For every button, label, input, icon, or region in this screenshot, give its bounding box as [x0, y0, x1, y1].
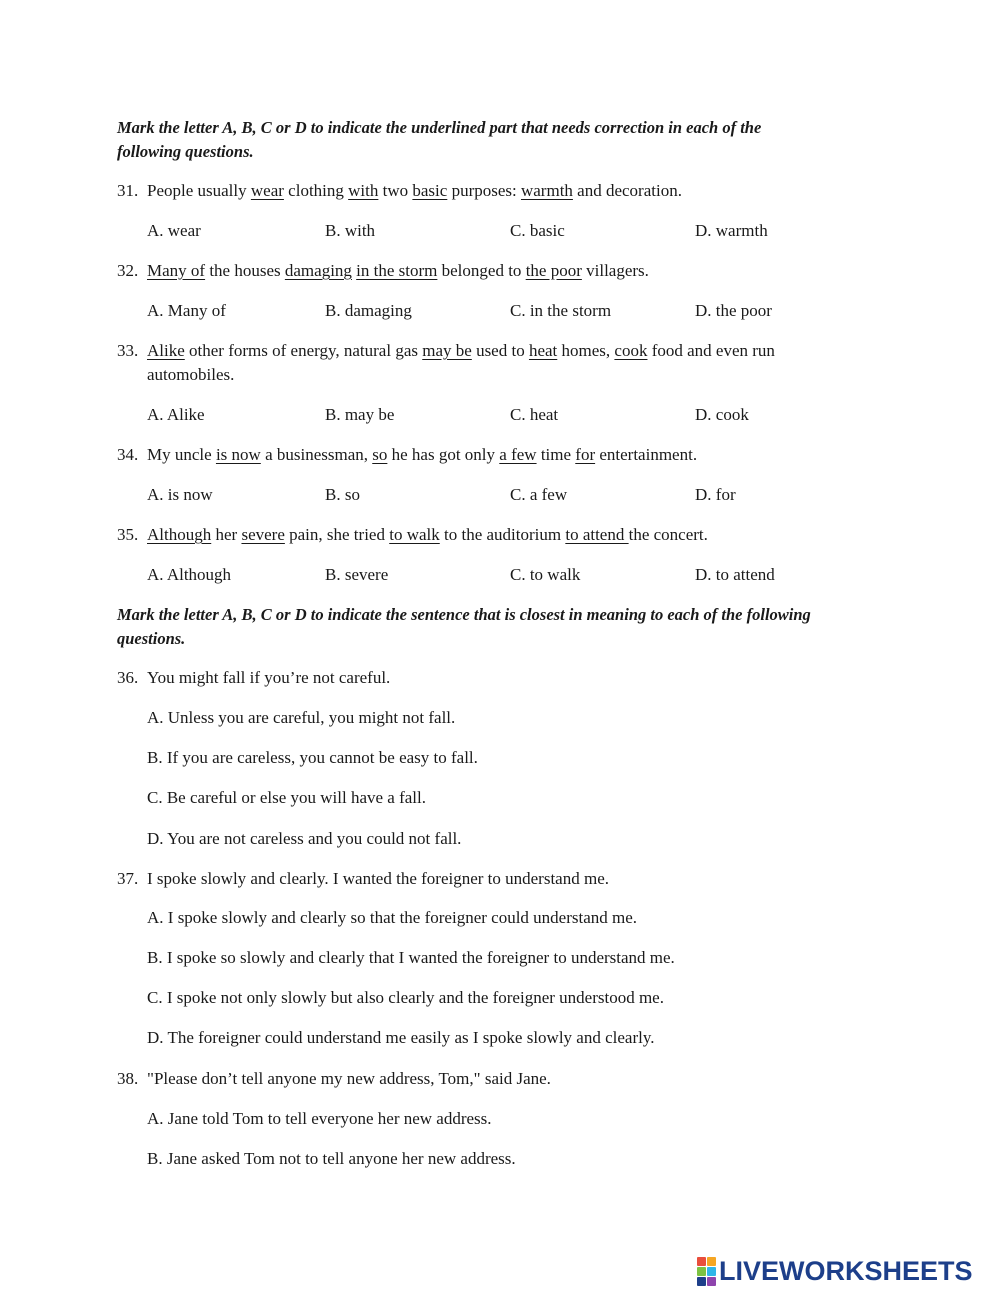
logo-blocks-icon [697, 1257, 716, 1286]
underlined-part: cook [614, 341, 648, 360]
option-d[interactable]: D. warmth [695, 221, 768, 240]
underlined-part: in the storm [356, 261, 438, 280]
underlined-part: so [372, 445, 388, 464]
option-b[interactable]: B. damaging [325, 301, 412, 320]
question-number: 32. [117, 261, 139, 280]
option-b[interactable]: B. so [325, 485, 360, 504]
question-34-stem: My uncle is now a businessman, so he has got only a few time for entertainment. [147, 445, 698, 464]
option-b[interactable]: B. severe [325, 565, 389, 584]
option-d[interactable]: D. to attend [695, 565, 775, 584]
section1-instruction-line1: Mark the letter A, B, C or D to indicate the underlined part that needs correction in each of the [117, 118, 762, 137]
underlined-part: to attend [565, 525, 629, 544]
option-c[interactable]: C. Be careful or else you will have a fall. [147, 788, 426, 807]
question-38-stem: "Please don’t tell anyone my new address, Tom," said Jane. [147, 1069, 551, 1088]
underlined-part: Alike [147, 341, 185, 360]
underlined-part: damaging [284, 261, 352, 280]
question-number: 33. [117, 341, 139, 360]
option-b[interactable]: B. Jane asked Tom not to tell anyone her new address. [147, 1149, 516, 1168]
underlined-part: is now [215, 445, 261, 464]
section1-instruction-line2: following questions. [117, 142, 254, 161]
option-c[interactable]: C. in the storm [510, 301, 612, 320]
underlined-part: wear [250, 181, 284, 200]
question-number: 38. [117, 1069, 139, 1088]
section2-instruction-line1: Mark the letter A, B, C or D to indicate the sentence that is closest in meaning to each of the following [117, 605, 811, 624]
option-d[interactable]: D. the poor [695, 301, 772, 320]
underlined-part: may be [422, 341, 472, 360]
option-b[interactable]: B. with [325, 221, 376, 240]
option-b[interactable]: B. may be [325, 405, 395, 424]
option-d[interactable]: D. cook [695, 405, 749, 424]
option-c[interactable]: C. basic [510, 221, 565, 240]
option-c[interactable]: C. heat [510, 405, 559, 424]
option-a[interactable]: A. Although [147, 565, 232, 584]
option-a[interactable]: A. is now [147, 485, 213, 504]
question-32-stem: Many of the houses damaging in the storm belonged to the poor villagers. [147, 261, 649, 280]
question-33-stem: Alike other forms of energy, natural gas may be used to heat homes, cook food and even run [147, 341, 775, 360]
option-c[interactable]: C. to walk [510, 565, 581, 584]
underlined-part: Many of [147, 261, 206, 280]
underlined-part: heat [528, 341, 558, 360]
underlined-part: basic [412, 181, 448, 200]
section2-instruction-line2: questions. [117, 629, 186, 648]
option-a[interactable]: A. I spoke slowly and clearly so that the foreigner could understand me. [147, 908, 638, 927]
question-37-stem: I spoke slowly and clearly. I wanted the foreigner to understand me. [147, 869, 609, 888]
question-number: 31. [117, 181, 139, 200]
underlined-part: Although [147, 525, 212, 544]
option-a[interactable]: A. wear [147, 221, 201, 240]
liveworksheets-logo[interactable] [697, 1257, 973, 1285]
question-35-stem: Although her severe pain, she tried to walk to the auditorium to attend the concert. [147, 525, 708, 544]
question-36-stem: You might fall if you’re not careful. [147, 668, 391, 687]
underlined-part: for [575, 445, 596, 464]
option-d[interactable]: D. for [695, 485, 736, 504]
underlined-part: warmth [520, 181, 573, 200]
question-number: 35. [117, 525, 139, 544]
logo-text: LIVEWORKSHEETS [719, 1256, 973, 1286]
option-d[interactable]: D. The foreigner could understand me easily as I spoke slowly and clearly. [147, 1028, 655, 1047]
option-a[interactable]: A. Many of [147, 301, 226, 320]
underlined-part: the poor [525, 261, 582, 280]
underlined-part: severe [241, 525, 285, 544]
option-a[interactable]: A. Jane told Tom to tell everyone her new address. [147, 1109, 492, 1128]
option-d[interactable]: D. You are not careless and you could not fall. [147, 829, 462, 848]
underlined-part: a few [499, 445, 537, 464]
option-c[interactable]: C. I spoke not only slowly but also clearly and the foreigner understood me. [147, 988, 664, 1007]
option-a[interactable]: A. Unless you are careful, you might not fall. [147, 708, 456, 727]
question-number: 36. [117, 668, 139, 687]
option-b[interactable]: B. If you are careless, you cannot be easy to fall. [147, 748, 478, 767]
question-33-stem-line2: automobiles. [147, 365, 235, 384]
option-a[interactable]: A. Alike [147, 405, 205, 424]
underlined-part: to walk [389, 525, 440, 544]
option-b[interactable]: B. I spoke so slowly and clearly that I wanted the foreigner to understand me. [147, 948, 675, 967]
question-31-stem: People usually wear clothing with two basic purposes: warmth and decoration. [147, 181, 682, 200]
question-number: 37. [117, 869, 139, 888]
underlined-part: with [348, 181, 379, 200]
option-c[interactable]: C. a few [510, 485, 568, 504]
question-number: 34. [117, 445, 139, 464]
